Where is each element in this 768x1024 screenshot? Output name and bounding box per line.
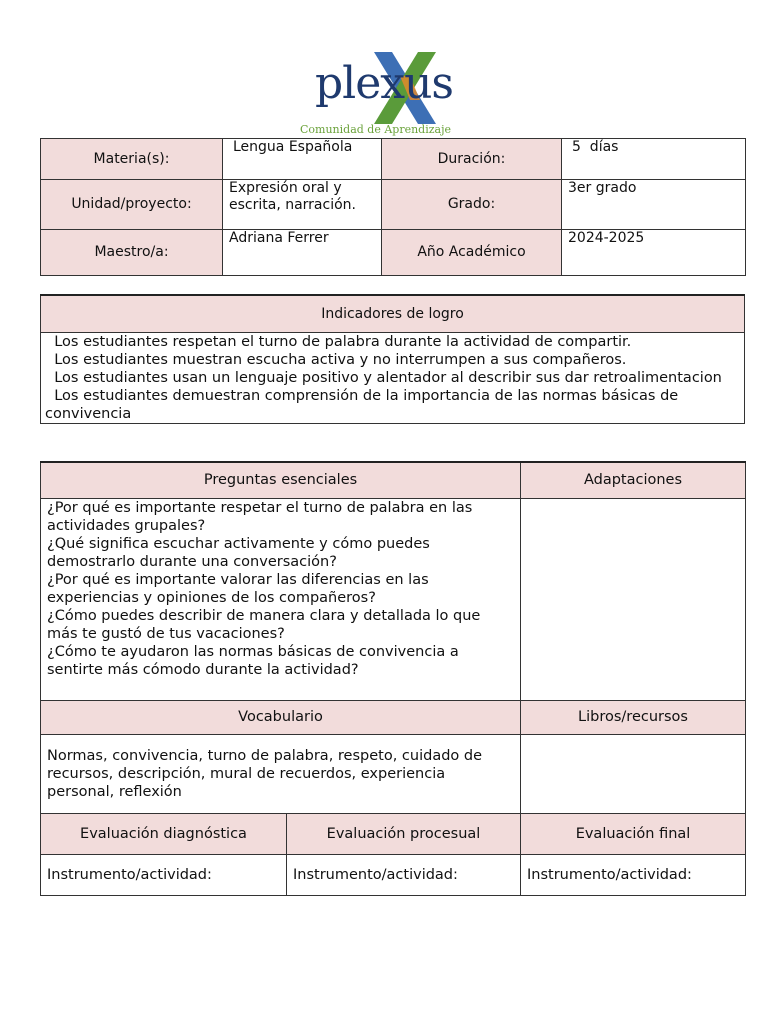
evaluacion-procesual-value: Instrumento/actividad:	[287, 854, 521, 895]
indicadores-title: Indicadores de logro	[41, 295, 745, 333]
anio-label: Año Académico	[382, 230, 562, 276]
pregunta-item: ¿Qué significa escuchar activamente y cómo puedes demostrarlo durante una conversación?	[47, 535, 430, 570]
indicadores-table	[40, 294, 745, 424]
unidad-value: Expresión oral y escrita, narración.	[223, 180, 382, 230]
anio-value: 2024-2025	[562, 230, 746, 276]
pregunta-item: ¿Cómo te ayudaron las normas básicas de convivencia a sentirte más cómodo durante la actividad?	[47, 643, 459, 678]
unidad-label: Unidad/proyecto:	[41, 180, 223, 230]
pregunta-item: ¿Por qué es importante valorar las diferencias en las experiencias y opiniones de los compañeros?	[47, 571, 429, 606]
evaluacion-diagnostica-title: Evaluación diagnóstica	[41, 813, 287, 854]
maestro-label: Maestro/a:	[41, 230, 223, 276]
duracion-label: Duración:	[382, 139, 562, 180]
pregunta-item: ¿Cómo puedes describir de manera clara y detallada lo que más te gustó de tus vacaciones?	[47, 607, 481, 642]
libros-title: Libros/recursos	[521, 700, 746, 734]
pregunta-item: ¿Por qué es importante respetar el turno de palabra en las actividades grupales?	[47, 499, 473, 534]
info-table	[40, 138, 746, 276]
grado-value: 3er grado	[562, 180, 746, 230]
logo-word: plexus	[315, 58, 454, 109]
indicadores-list	[41, 333, 745, 424]
indicador-item: Los estudiantes usan un lenguaje positivo y alentador al describir sus dar retroalimentacion	[45, 370, 722, 386]
indicador-item: Los estudiantes muestran escucha activa y no interrumpen a sus compañeros.	[45, 352, 627, 368]
adaptaciones-title: Adaptaciones	[521, 462, 746, 498]
preguntas-list	[41, 498, 521, 700]
duracion-value: 5 días	[562, 139, 746, 180]
libros-cell	[521, 734, 746, 813]
logo-tagline: Comunidad de Aprendizaje	[300, 123, 452, 136]
grado-label: Grado:	[382, 180, 562, 230]
vocabulario-text: Normas, convivencia, turno de palabra, respeto, cuidado de recursos, descripción, mural de recuerdos, experiencia personal, reflexión	[41, 734, 521, 813]
preguntas-title: Preguntas esenciales	[41, 462, 521, 498]
planificacion-table	[40, 461, 746, 896]
maestro-value: Adriana Ferrer	[223, 230, 382, 276]
adaptaciones-cell	[521, 498, 746, 700]
plexus-logo	[300, 48, 475, 140]
indicador-item: Los estudiantes respetan el turno de palabra durante la actividad de compartir.	[45, 334, 632, 350]
evaluacion-diagnostica-value: Instrumento/actividad:	[41, 854, 287, 895]
evaluacion-procesual-title: Evaluación procesual	[287, 813, 521, 854]
indicador-item: Los estudiantes demuestran comprensión de la importancia de las normas básicas de convivencia	[45, 388, 683, 422]
vocabulario-title: Vocabulario	[41, 700, 521, 734]
materia-value: Lengua Española	[223, 139, 382, 180]
evaluacion-final-title: Evaluación final	[521, 813, 746, 854]
evaluacion-final-value: Instrumento/actividad:	[521, 854, 746, 895]
materia-label: Materia(s):	[41, 139, 223, 180]
